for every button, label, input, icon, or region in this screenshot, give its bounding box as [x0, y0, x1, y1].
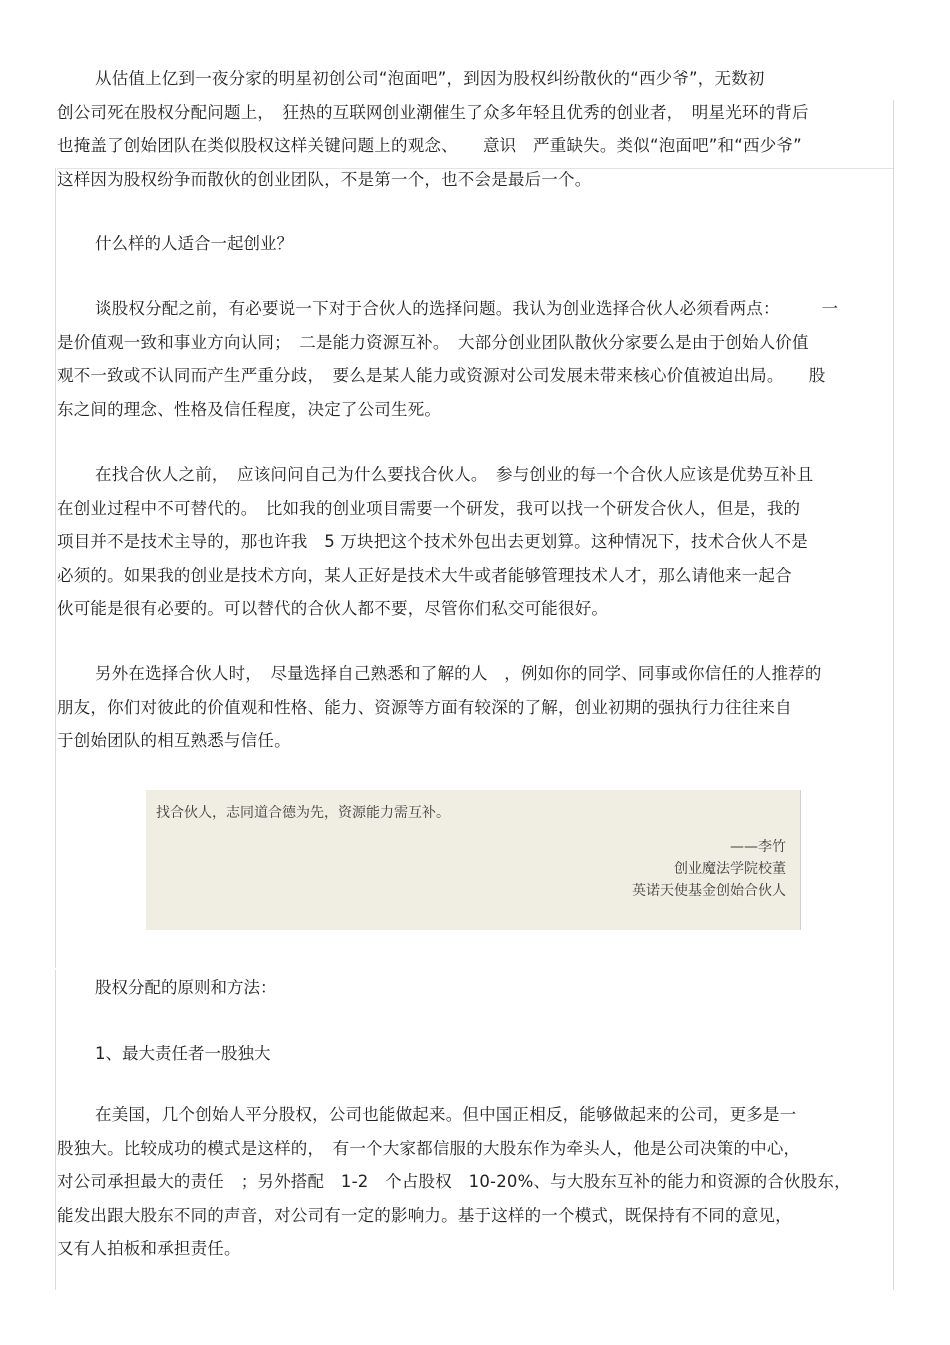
paragraph-us-model [57, 1098, 893, 1266]
text-line: 对公司承担最大的责任 ；另外搭配 1-2 个占股权 10-20%、与大股东互补的能力和资源的合伙股东， [57, 1172, 851, 1191]
text-line: 是价值观一致和事业方向认同； 二是能力资源互补。 大部分创业团队散伙分家要么是由于创始人价值 [57, 332, 809, 352]
frame-line-right-lower [893, 970, 894, 1290]
quote-signature [632, 836, 786, 902]
frame-line-right [893, 100, 894, 970]
text-line: 从估值上亿到一夜分家的明星初创公司“泡面吧”，到因为股权纠纷散伙的“西少爷”，无数初 [95, 69, 765, 88]
text-line: 能发出跟大股东不同的声音，对公司有一定的影响力。基于这样的一个模式，既保持有不同的意见， [57, 1205, 792, 1225]
text-line: 在创业过程中不可替代的。 比如我的创业项目需要一个研发，我可以找一个研发合伙人，但是，我的 [57, 498, 801, 518]
text-line: 在美国，几个创始人平分股权，公司也能做起来。但中国正相反，能够做起来的公司，更多是一 [95, 1105, 797, 1124]
quote-author: ——李竹 [730, 839, 786, 855]
text-line: 又有人拍板和承担责任。 [57, 1239, 241, 1258]
paragraph-why-partner [57, 458, 893, 626]
text-line: 东之间的理念、性格及信任程度，决定了公司生死。 [57, 399, 442, 419]
paragraph-partner-choice [57, 292, 893, 426]
text-line: 朋友，你们对彼此的价值观和性格、能力、资源等方面有较深的了解，创业初期的强执行力往往来自 [57, 697, 792, 717]
quote-box [146, 790, 801, 930]
heading-rule-1: 1、最大责任者一股独大 [95, 1044, 271, 1063]
text-line: 在找合伙人之前， 应该问问自己为什么要找合伙人。 参与创业的每一个合伙人应该是优势互补且 [95, 465, 814, 484]
heading-principles: 股权分配的原则和方法： [95, 978, 277, 997]
quote-role-2: 英诺天使基金创始合伙人 [632, 883, 786, 899]
text-line: 这样因为股权纷争而散伙的创业团队，不是第一个，也不会是最后一个。 [57, 169, 592, 189]
text-line: 谈股权分配之前，有必要说一下对于合伙人的选择问题。我认为创业选择合伙人必须看两点： 一 [95, 299, 839, 318]
paragraph-familiar [57, 657, 893, 758]
heading-who-to-partner: 什么样的人适合一起创业？ [95, 234, 293, 253]
paragraph-intro [57, 62, 893, 196]
frame-line-left [55, 168, 56, 968]
quote-text: 找合伙人，志同道合德为先，资源能力需互补。 [156, 805, 450, 821]
quote-role-1: 创业魔法学院校董 [674, 861, 786, 877]
text-line: 必须的。如果我的创业是技术方向，某人正好是技术大牛或者能够管理技术人才，那么请他来一起合 [57, 565, 792, 585]
text-line: 股独大。比较成功的模式是这样的， 有一个大家都信服的大股东作为牵头人，他是公司决策的中心， [57, 1138, 801, 1158]
text-line: 也掩盖了创始团队在类似股权这样关键问题上的观念、 意识 严重缺失。类似“泡面吧”和“西少爷” [57, 136, 802, 155]
text-line: 观不一致或不认同而产生严重分歧， 要么是某人能力或资源对公司发展未带来核心价值被迫出局。 股 [57, 366, 826, 385]
frame-line-left-lower [55, 970, 56, 1290]
text-line: 创公司死在股权分配问题上， 狂热的互联网创业潮催生了众多年轻且优秀的创业者， 明星光环的背后 [57, 102, 809, 122]
text-line: 于创始团队的相互熟悉与信任。 [57, 731, 291, 750]
text-line: 项目并不是技术主导的，那也许我 5 万块把这个技术外包出去更划算。这种情况下，技术合伙人不是 [57, 532, 808, 551]
text-line: 伙可能是很有必要的。可以替代的合伙人都不要，尽管你们私交可能很好。 [57, 599, 609, 618]
text-line: 另外在选择合伙人时， 尽量选择自己熟悉和了解的人 ，例如你的同学、同事或你信任的人推荐的 [95, 664, 822, 683]
